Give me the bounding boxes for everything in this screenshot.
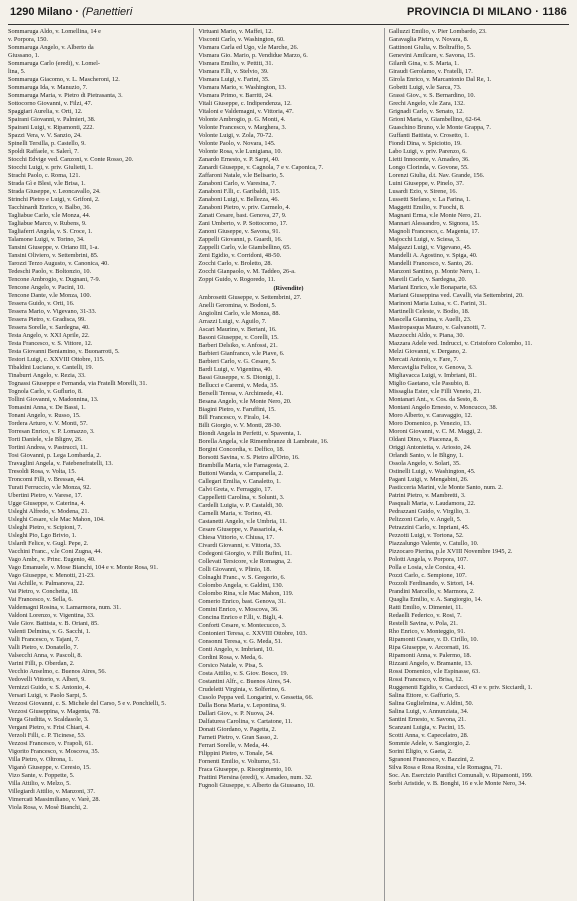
directory-entry: Borsotti Savina, v. S. Pietro all'Orto, 16.: [198, 454, 300, 461]
directory-entry: Stocchi Luigi, v. priv. Giulietti, 1.: [8, 164, 93, 171]
directory-entry: Prandini Marcello, v. Marmora, 2.: [388, 588, 475, 595]
directory-entry: Lorenzi Giulia, d.t. Nav. Grande, 156.: [388, 172, 485, 179]
directory-entry: Sommaruga Aldo, v. Lomellina, 14 e: [8, 28, 101, 35]
directory-entry: Tagliaferri Angela, v. S. Croce, 1.: [8, 228, 93, 235]
directory-entry: Barbieri Gianfranco, v.le Piave, 6.: [198, 350, 285, 357]
directory-entry: Tagliabue Marco, v. Rubens, 9.: [8, 220, 87, 227]
directory-entry: Cesare Giuseppe, v. Passariola, 4.: [198, 526, 284, 533]
directory-entry: Vigorito Francesco, v. Moscova, 35.: [8, 748, 100, 755]
directory-entry: Costa Attilio, v. S. Giov. Bosco, 19.: [198, 670, 289, 677]
directory-entry: Zanaboni Luigi, v. Bellezza, 46.: [198, 196, 280, 203]
directory-entry: Cusolo Peppa ved. Longarini, v. Gessetta, 66.: [198, 694, 314, 701]
directory-entry: Vismara Primo, v. Barriti, 24.: [198, 92, 273, 99]
directory-entry: Castanetti Angelo, v.le Umbria, 11.: [198, 518, 287, 525]
directory-entry: Pezzotti Luigi, v. Tortona, 52.: [388, 532, 464, 539]
directory-entry: Garavaglia Pietro, v. Novara, 8.: [388, 36, 469, 43]
directory-entry: Spinelli Tersilla, p. Castello, 9.: [8, 140, 86, 147]
directory-entry: Conti Angelo, v. Imbriani, 10.: [198, 646, 274, 653]
directory-entry: Ratti Emilio, v. Dimentei, 11.: [388, 604, 463, 611]
directory-entry: Tognola Carlo, v. Guflurio, 8.: [8, 388, 83, 395]
directory-entry: Pedrazzani Guido, v. Virgilio, 3.: [388, 508, 470, 515]
directory-entry: Vernizzi Guido, v. S. Antonio, 4.: [8, 684, 91, 691]
directory-entry: Colombo Rina, v.le Mac Mahon, 119.: [198, 590, 294, 597]
directory-entry: Vismara Carla ed Ugo, v.le Marche, 26.: [198, 44, 299, 51]
directory-entry: Salina Guglielmina, v. Aldini, 50.: [388, 700, 474, 707]
directory-entry: Barbieri Carlo, v. G. Cesare, 5.: [198, 358, 277, 365]
directory-entry: Mandelli A. Agostino, v. Spiga, 40.: [388, 252, 478, 259]
directory-entry: Majocchi Luigi, v. Sciesa, 3.: [388, 236, 461, 243]
directory-entry: Tessera Mario, v. Vigevano, 31-33.: [8, 308, 97, 315]
directory-entry: Crudeletti Virginia, v. Solferino, 6.: [198, 686, 286, 693]
directory-entry: Mercaviglia Felice, v. Genova, 3.: [388, 364, 473, 371]
directory-entry: Zocchi Gianpaolo, v. M. Taddeo, 26-a.: [198, 268, 296, 275]
directory-entry: Volonte Francesco, v. Marghera, 3.: [198, 124, 287, 131]
directory-entry: Spazzi Vera, v. V. Sanzio, 24.: [8, 132, 82, 139]
directory-entry: Torti Daniele, v.le Blignv, 26.: [8, 436, 83, 443]
directory-entry: Stocchi Edvige ved. Canzoni, v. Conte Rosso, 20.: [8, 156, 134, 163]
directory-entry: Zoppi Guido, v. Rogoredo, 11.: [198, 276, 276, 283]
directory-entry: Turati Ferruccio, v.le Monza, 92.: [8, 484, 91, 491]
directory-entry: Colnaghi Franc., v. S. Gregorio, 6.: [198, 574, 286, 581]
directory-entry: Testa Francesco, v. S. Vittore, 12.: [8, 340, 93, 347]
directory-entry: Vitali Giuseppe, c. Indipendenza, 12.: [198, 100, 292, 107]
directory-entry: Basoni Giuseppe, v. Corelli, 15.: [198, 334, 279, 341]
directory-entry: Moro Domenico, p. Venezio, 13.: [388, 420, 472, 427]
directory-entry: Verga Giuditta, v. Scaldasole, 3.: [8, 716, 89, 723]
directory-entry: Travaglini Angela, v. Fatebenefratelli, 13.: [8, 460, 113, 467]
directory-entry: Mariani Enrico, v.le Bonaparte, 63.: [388, 284, 478, 291]
directory-entry: Civardi Giovanni, v. Vittoria, 33.: [198, 542, 282, 549]
directory-entry: Polla e Losia, v.le Corsica, 41.: [388, 564, 466, 571]
directory-entry: Comini Enrico, v. Moscova, 36.: [198, 606, 279, 613]
directory-entry: Vezzosi Francesco, v. Frapoli, 61.: [8, 740, 93, 747]
directory-entry: Zani Umberto, v. P. Sottocorno, 17.: [198, 220, 288, 227]
directory-entry: Tordera Arturo, v. V. Monti, 57.: [8, 420, 88, 427]
directory-entry: Sorbi Aristide, v. B. Bonghi, 16 e v.le Monte Nero, 34.: [388, 780, 527, 787]
directory-entry: Vismara Luigi, v. Farini, 35.: [198, 76, 270, 83]
directory-entry: Biagini Pietro, v. Faruffini, 15.: [198, 406, 276, 413]
directory-entry: Valli Pietro, v. Donatello, 7.: [8, 644, 79, 651]
directory-entry: Sommie Adele, v. Sangiorgio, 2.: [388, 740, 471, 747]
directory-entry: Vizo Sante, v. Foppette, 5.: [8, 772, 75, 779]
directory-entry: Pasticceria Marini, v.le Monte Santo, num. 2.: [388, 484, 503, 491]
directory-entry: Mastropasqua Mauro, v. Galvanotti, 7.: [388, 324, 486, 331]
directory-entry: Sommaruga Giacomo, v. L. Mascheroni, 12.: [8, 76, 120, 83]
directory-entry: Sorini Eligio, v. Gaeta, 2.: [388, 748, 453, 755]
directory-entry: Strada Giuseppe, v. Leoncavallo, 24.: [8, 188, 101, 195]
directory-entry: Talamone Luigi, v. Torino, 34.: [8, 236, 85, 243]
directory-entry: Vezzosi Giovanni, c. S. Michele del Carso, 5 e v. Ponchielli, 5.: [8, 700, 167, 707]
directory-entry: Sommaruga Maria, v. Pietro di Pietrasanta, 3.: [8, 92, 123, 99]
directory-entry: Magnani Erma, v.le Monte Nero, 21.: [388, 212, 482, 219]
directory-entry: Ripamonti Anna, v. Palermo, 18.: [388, 652, 472, 659]
directory-entry: Farneti Pietro, v. Gran Sasso, 2.: [198, 734, 279, 741]
directory-entry: Filippini Pietro, v. Tonale, 54.: [198, 750, 274, 757]
directory-entry: Genevini Amilcare, v. Savona, 15.: [388, 52, 475, 59]
directory-entry: Grioni Maria, v. Giambellino, 62-64.: [388, 116, 482, 123]
directory-entry: Collevati Tersicore, v.le Romagna, 2.: [198, 558, 292, 565]
directory-entry: Torresan Enrico, v. P. Lomazzo, 3.: [8, 428, 95, 435]
directory-entry: Petrazzini Carlo, v. Inpriani, 45.: [388, 524, 470, 531]
directory-entry: Tessera Sorelle, v. Sardegna, 40.: [8, 324, 90, 331]
directory-entry: Sommaruga Angelo, v. Alberto da: [8, 44, 94, 51]
directory-entry: Zanati Cesare, bast. Genova, 27, 9.: [198, 212, 287, 219]
directory-entry: Bassi Giuseppe, v. S. Dionigi, 1.: [198, 374, 281, 381]
directory-entry: Longo Clorinda, v. Govone, 55.: [388, 164, 469, 171]
directory-entry: Gattinoni Giulia, v. Boltraffio, 5.: [388, 44, 472, 51]
directory-entry: Anelli Geromina, v. Bodoni, 5.: [198, 302, 277, 309]
directory-entry: Spoldi Raffaele, v. Salerì, 7.: [8, 148, 79, 155]
directory-entry: Tessera Pietro, v. Gradisca, 99.: [8, 316, 86, 323]
directory-entry: Varini Filli, p. Oberdan, 2.: [8, 660, 75, 667]
directory-entry: Ostinelli Luigi, v. Washington, 45.: [388, 468, 476, 475]
directory-entry: Galluzzi Emilio, v. Pier Lombardo, 23.: [388, 28, 487, 35]
directory-entry: Sgranoni Francesco, v. Bazzini, 2.: [388, 756, 475, 763]
directory-entry: Besana Angelo, v.le Monte Nero, 20.: [198, 398, 292, 405]
directory-entry: Volonte Paolo, v. Novara, 145.: [198, 140, 276, 147]
directory-entry: Usleghi Pietro, v. Scipioni, 7.: [8, 524, 83, 531]
directory-entry: Tacchinardi Enrico, v. Balbo, 36.: [8, 204, 92, 211]
directory-entry: Orlandi Santo, v. le Bligny, 1.: [388, 452, 464, 459]
directory-entry: Lusardi Ezio, v. Sirene, 16.: [388, 188, 458, 195]
columns: [8, 28, 569, 901]
directory-entry: Conforti Cesare, v. Montecucco, 3.: [198, 622, 287, 629]
directory-entry: Tollini Giovanni, v. Madonnina, 13.: [8, 396, 99, 403]
directory-entry: Gilardi Gina, v. S. Marta, 1.: [388, 60, 459, 67]
directory-entry: Mascella Giannina, v. Auelli, 23.: [388, 316, 472, 323]
directory-entry: Viola Rosa, v. Mosè Bianchi, 2.: [8, 804, 88, 811]
directory-entry: Colli Giovanni, v. Plinio, 18.: [198, 566, 272, 573]
directory-entry: Vai Achille, v. Palmanova, 22.: [8, 580, 85, 587]
directory-entry: Valdoni Lorenzo, v. Vigentina, 33.: [8, 612, 95, 619]
directory-entry: Restelli Savina, v. Pola, 21.: [388, 620, 458, 627]
directory-entry: Vimercati Massimiliano, v. Varè, 28.: [8, 796, 101, 803]
directory-entry: Vacchini Franc., v.le Coni Zugna, 44.: [8, 548, 103, 555]
directory-entry: Valdemagni Rosina, v. Lamarmora, num. 31.: [8, 604, 121, 611]
directory-entry: Pagani Luigi, v. Mengabini, 26.: [388, 476, 469, 483]
directory-entry: Mareili Carlo, v. Sardegna, 20.: [388, 276, 467, 283]
directory-entry: Labo Luigi, v. priv. Parenzo, 6.: [388, 148, 467, 155]
directory-entry: Verzoli Filli, c. P. Ticinese, 53.: [8, 732, 86, 739]
directory-entry: Malgazzi Luigi, v. Vigevano, 45.: [388, 244, 472, 251]
directory-entry: Vismara F.lli, v. Stelvio, 39.: [198, 68, 269, 75]
directory-entry: Buttoni Wanda, v. Campanella, 2.: [198, 470, 283, 477]
directory-entry: Fiondi Dina, v. Spiciotto, 19.: [388, 140, 462, 147]
directory-entry: Miglio Gaetano, v.le Pasubio, 8.: [388, 380, 470, 387]
directory-entry: Tibaldini Luciano, v. Cantelli, 19.: [8, 364, 94, 371]
directory-entry: Testa Giovanni Beniamino, v. Buonarroti, 5.: [8, 348, 120, 355]
directory-entry: Spairani Giovanni, v. Palmieri, 38.: [8, 116, 96, 123]
directory-entry: Tedeschi Paolo, v. Boltonzio, 10.: [8, 268, 92, 275]
directory-entry: Soc. An. Esercizio Panifici Comunali, v. Ripamonti, 199.: [388, 772, 533, 779]
directory-entry: Mariani Giuseppina ved. Cavalli, via Settembrini, 20.: [388, 292, 524, 299]
directory-entry: Zeni Egidio, v. Corridoni, 48-50.: [198, 252, 282, 259]
directory-entry: Ambrosetti Giuseppe, v. Settembrini, 27.: [198, 294, 302, 301]
directory-entry: Ossola Angelo, v. Solari, 35.: [388, 460, 461, 467]
directory-entry: Guaschino Bruno, v.le Monte Grappa, 7.: [388, 124, 491, 131]
column-3: [384, 28, 569, 901]
directory-entry: Usleghi Cesare, v.le Mac Mahon, 104.: [8, 516, 105, 523]
directory-entry: Sottocorno Giovanni, v. Filzi, 47.: [8, 100, 93, 107]
directory-entry: Scanzani Luigia, v. Pacini, 15.: [388, 724, 466, 731]
directory-entry: Zanaboni Pietro, v. priv. Carmelo, 4.: [198, 204, 291, 211]
directory-entry: Mazzocchi Aldo, v. Piana, 30.: [388, 332, 465, 339]
directory-entry: Zanoni Giuseppe, v. Savona, 91.: [198, 228, 281, 235]
directory-entry: Vismara Gio. Mario, p. Vendidue Marzo, 6.: [198, 52, 308, 59]
directory-entry: Fugnoli Giuseppe, v. Alberto da Giussano, 10.: [198, 782, 315, 789]
directory-entry: Vai Francesco, v. Sella, 6.: [8, 596, 73, 603]
directory-entry: Missaglia Ester, v.le Filli Veneto, 21.: [388, 388, 482, 395]
directory-entry: Giraudi Gerolamo, v. Fratelli, 17.: [388, 68, 473, 75]
directory-entry: Visconti Carlo, v. Washington, 60.: [198, 36, 285, 43]
directory-entry: Tomasini Anna, v. De Bassi, 1.: [8, 404, 86, 411]
directory-entry: Pozzi Carlo, c. Sempione, 107.: [388, 572, 467, 579]
directory-entry: Usleghi Alfredo, v. Modena, 21.: [8, 508, 90, 515]
directory-entry: Tencone Angelo, v. Pacini, 10.: [8, 284, 85, 291]
directory-entry: Vezzosi Giuseppina, v. Magenta, 78.: [8, 708, 100, 715]
directory-entry: Uslardi Felice, v. Gugl. Pepe, 2.: [8, 540, 89, 547]
directory-entry: Vismara Emilio, v. Pettiti, 31.: [198, 60, 274, 67]
directory-entry: Borgini Concordia, v. Delfico, 18.: [198, 446, 285, 453]
directory-entry: Guffanti Battista, v. Crosetto, 1.: [388, 132, 469, 139]
directory-entry: Pizzocaro Pierina, p.le XVIII Novembre 1945, 2.: [388, 548, 513, 555]
directory-entry: Fraca Giuseppe, p. Risorgimento, 10.: [198, 766, 293, 773]
directory-entry: Salina Luigi, v. Annunziata, 34.: [388, 708, 469, 715]
header-page-city: 1290 Milano ·: [10, 6, 83, 18]
directory-entry: Zanardi Giuseppe, v. Cagnola, 7 e v. Caponica, 7.: [198, 164, 324, 171]
directory-entry: Tencone Ambrogio, v. Dugnani, 7-9.: [8, 276, 101, 283]
directory-entry: Moro Alberto, v. Caravaggio, 12.: [388, 412, 473, 419]
directory-entry: Tansini Giuseppe, v. Oriano III, 1-a.: [8, 244, 99, 251]
directory-entry: Luini Giuseppe, v. Pinelo, 37.: [388, 180, 464, 187]
directory-entry: Polotti Angela, v. Porpora, 107.: [388, 556, 469, 563]
section-subheading: (Rivendite): [273, 285, 304, 292]
directory-entry: Tonani Angelo, v. Russo, 15.: [8, 412, 81, 419]
directory-entry: Borella Angela, v.le Rimembranze di Lambrate, 16.: [198, 438, 329, 445]
directory-entry: Usleghi Pio, Lgo Brivio, 1.: [8, 532, 77, 539]
directory-entry: Vedovelli Vittorio, v. Alberi, 9.: [8, 676, 86, 683]
directory-entry: Vai Pietro, v. Conchetta, 18.: [8, 588, 79, 595]
directory-entry: Barberi Delsiko, v. Anfossi, 21.: [198, 342, 278, 349]
directory-entry: Rho Enrico, v. Monteggio, 91.: [388, 628, 466, 635]
directory-entry: Biondi Angela in Perfetti, v. Spaventa, 1.: [198, 430, 302, 437]
directory-entry: Comerio Enrico, bast. Genova, 31.: [198, 598, 286, 605]
directory-entry: Martinelli Celeste, v. Bodio, 18.: [388, 308, 470, 315]
directory-entry: Quaglia Emilio, v. A. Sangiorgio, 14.: [388, 596, 483, 603]
directory-entry: Strada Gì e Blesi, v.le Brisa, 1.: [8, 180, 86, 187]
column-2: [193, 28, 378, 901]
directory-entry: Manzoni Santino, p. Monte Nero, 1.: [388, 268, 480, 275]
directory-entry: Mandelli Francesco, v. Santo, 26.: [388, 260, 473, 267]
directory-entry: Brambilla Maria, v.le Famagosta, 2.: [198, 462, 289, 469]
directory-entry: Contonieri Teresa, c. XXVIII Ottobre, 103.: [198, 630, 308, 637]
directory-entry: Strinchi Pietro e Luigi, v. Grifoni, 2.: [8, 196, 100, 203]
directory-entry: Tosi Giovanni, p. Lega Lombarda, 2.: [8, 452, 102, 459]
directory-entry: Vale Giov. Battista, v. B. Oriani, 85.: [8, 620, 99, 627]
directory-entry: Magnoli Francesco, c. Magenta, 17.: [388, 228, 480, 235]
directory-entry: Frattini Piersina (eredi), v. Amadeo, num. 32.: [198, 774, 313, 781]
directory-entry: Giussano, 1.: [8, 52, 40, 59]
directory-entry: Volonte Ambrogio, p. G. Monti, 4.: [198, 116, 286, 123]
directory-entry: Tagliabue Carlo, v.le Monza, 44.: [8, 212, 91, 219]
directory-entry: Sommaruga Carlo (eredi), v. Lomel-: [8, 60, 100, 67]
directory-entry: Rossi Domenico, v.le Espinasse, 63.: [388, 668, 480, 675]
directory-entry: Ascari Maurino, v. Bertani, 16.: [198, 326, 277, 333]
directory-entry: Grignadi Carlo, v. Senato, 12.: [388, 108, 464, 115]
directory-entry: Vergani Pietro, v. Frisi Chiari, 4.: [8, 724, 90, 731]
directory-entry: Berselli Teresa, v. Archimede, 41.: [198, 390, 284, 397]
directory-entry: Tortini Andrea, v. Pastrucci, 11.: [8, 444, 88, 451]
directory-entry: Corsico Natale, v. Pisa, 5.: [198, 662, 264, 669]
directory-entry: Versari Luigi, v. Paolo Sarpi, 5.: [8, 692, 88, 699]
directory-entry: Piazzalungo Valente, v. Catullo, 10.: [388, 540, 479, 547]
directory-entry: Spaggiari Aurelia, v. Orti, 12.: [8, 108, 83, 115]
directory-entry: Tognassi Giuseppe e Fernanda, via Fratelli Morelli, 31.: [8, 380, 148, 387]
directory-entry: Mannari Alessandro, v. Signora, 15.: [388, 220, 480, 227]
directory-entry: Bellucci e Caremi, v. Meda, 35.: [198, 382, 279, 389]
directory-entry: Pozzoli Ferdinando, v. Sirtori, 14.: [388, 580, 474, 587]
directory-entry: Scotti Anna, v. Capecelatro, 28.: [388, 732, 469, 739]
directory-entry: Virtuani Mario, v. Maffei, 12.: [198, 28, 273, 35]
directory-entry: Viganò Giuseppe, v. Ceresio, 15.: [8, 764, 91, 771]
directory-entry: Girola Enrico, v. Marcantonio Dal Re, 1.: [388, 76, 492, 83]
directory-entry: Gobetti Luigi, v.le Sarca, 73.: [388, 84, 462, 91]
directory-entry: Zanardo Ernesto, v. P. Sarpi, 40.: [198, 156, 280, 163]
directory-entry: Cappelletti Carolina, v. Solunti, 3.: [198, 494, 285, 501]
directory-entry: Salina Ettore, v. Gaffurio, 5.: [388, 692, 460, 699]
directory-entry: Lietti Innocente, v. Amadeo, 36.: [388, 156, 470, 163]
directory-entry: Zocchi Carlo, v. Broletto, 28.: [198, 260, 273, 267]
directory-entry: Tansini Oliviero, v. Settembrini, 85.: [8, 252, 99, 259]
directory-entry: Patrini Pietro, v. Mambretti, 3.: [388, 492, 466, 499]
directory-entry: Angiolini Carlo, v.le Monza, 88.: [198, 310, 281, 317]
directory-entry: Ruggenenti Egidio, v. Carducci, 43 e v. priv. Sicciardi, 1.: [388, 684, 533, 691]
directory-entry: Ugge Giuseppe, v. Caterina, 4.: [8, 500, 86, 507]
directory-entry: Tencone Dante, v.le Monza, 100.: [8, 292, 92, 299]
directory-entry: Vago Ambr., v. Princ. Eugenio, 40.: [8, 556, 96, 563]
directory-entry: lina, 5.: [8, 68, 26, 75]
directory-entry: Oldani Dino, v. Piacenza, 8.: [388, 436, 460, 443]
directory-entry: Tarozzi Terzo Augusto, v. Canonica, 40.: [8, 260, 109, 267]
directory-entry: Dalla Bona Maria, v. Lepontina, 9.: [198, 702, 286, 709]
directory-entry: Concina Enrico e F.lli, v. Bigli, 4.: [198, 614, 283, 621]
directory-entry: Marinoni Maria Luisa, v. C. Farini, 31.: [388, 300, 487, 307]
header-category: (Panettieri: [82, 6, 133, 18]
directory-entry: Vecchio Anselmo, c. Buenos Aires, 56.: [8, 668, 107, 675]
directory-entry: Dalfaturea Carolina, v. Cartatone, 11.: [198, 718, 293, 725]
directory-entry: Vago Emanuele, v. Mose Bianchi, 104 e v. Monte Rosa, 91.: [8, 564, 158, 571]
directory-entry: Rizzani Angelo, v. Bramante, 13.: [388, 660, 473, 667]
directory-entry: Maggetti Emilio, v. Fuochi, 8.: [388, 204, 465, 211]
directory-entry: Zaffaroni Natale, v.le Belisario, 5.: [198, 172, 285, 179]
directory-entry: Cordini Rosa, v. Meda, 6.: [198, 654, 263, 661]
directory-entry: Grechi Angelo, v.le Zara, 132.: [388, 100, 465, 107]
directory-entry: Zappelli Carlo, v.le Giambellino, 65.: [198, 244, 291, 251]
directory-entry: Villegiardi Attilio, v. Manzoni, 37.: [8, 788, 96, 795]
directory-entry: Villa Pietro, v. Oltrona, 1.: [8, 756, 73, 763]
directory-entry: Mercati Antonio, v. Fare, 7.: [388, 356, 459, 363]
directory-entry: Zanaboni F.lli, c. Garibaldi, 115.: [198, 188, 281, 195]
directory-entry: Ripamonti Cesare, v. D. Cirillo, 10.: [388, 636, 479, 643]
directory-entry: Grassi Giov., v. S. Bernardino, 10.: [388, 92, 476, 99]
directory-entry: Tresoldi Rosa, v. Volta, 15.: [8, 468, 77, 475]
directory-entry: Pasquali Maria, v. Laudamora, 22.: [388, 500, 476, 507]
directory-entry: Villa Attilio, v. Melzo, 5.: [8, 780, 71, 787]
directory-entry: Cardelli Luigia, v. P. Castaldi, 30.: [198, 502, 284, 509]
directory-entry: v. Porpora, 150.: [8, 36, 48, 43]
directory-entry: Vismara Mario, v. Washington, 13.: [198, 84, 287, 91]
directory-entry: Testa Angelo, v. XXI Aprile, 22.: [8, 332, 90, 339]
directory-entry: Migliavacca Luigi, v. Imbriani, 81.: [388, 372, 477, 379]
directory-entry: Vitaloni e Valdemagni, v. Vittoria, 47.: [198, 108, 294, 115]
directory-entry: Melzi Giovanni, v. Dergano, 2.: [388, 348, 467, 355]
directory-entry: Moroni Giovanni, v. C. M. Maggi, 2.: [388, 428, 482, 435]
directory-entry: Donati Giordano, v. Pagetta, 2.: [198, 726, 277, 733]
directory-entry: Bardi Luigi, v. Vigentina, 40.: [198, 366, 272, 373]
directory-entry: Volonte Luigi, v. Zola, 70-72.: [198, 132, 274, 139]
directory-entry: Chiesa Vittorio, v. Chiusa, 17.: [198, 534, 275, 541]
column-1: [8, 28, 188, 901]
directory-entry: Callegari Emilia, v. Canaletto, 1.: [198, 478, 281, 485]
directory-entry: Carnelli Maria, v. Torino, 43.: [198, 510, 272, 517]
directory-entry: Vago Giuseppe, v. Menotti, 21-23.: [8, 572, 95, 579]
directory-entry: Tinaburri Angelo, v. Rezia, 33.: [8, 372, 86, 379]
directory-entry: Valli Francesco, v. Tajani, 7.: [8, 636, 80, 643]
header-left: [10, 6, 132, 18]
directory-entry: Codegoni Giorgio, v. Filli Bufini, 11.: [198, 550, 292, 557]
directory-entry: Arrazzi Luigi, v. Aguilo, 7.: [198, 318, 267, 325]
directory-entry: Fornenti Emilio, v. Volturno, 51.: [198, 758, 281, 765]
directory-entry: Ripa Giuseppe, v. Arcornati, 16.: [388, 644, 470, 651]
directory-entry: Montanari Ant., v. Cos. da Sesto, 8.: [388, 396, 479, 403]
directory-entry: Tessera Guido, v. Orti, 16.: [8, 300, 75, 307]
directory-entry: Calvi Greta, v. Ferraggio, 17.: [198, 486, 273, 493]
directory-entry: Rossi Francesco, v. Brisa, 12.: [388, 676, 464, 683]
directory-entry: Troncomi Filli, v. Bressan, 44.: [8, 476, 85, 483]
directory-entry: Mazzara Adele ved. Indrucci, v. Cristoforo Colombo, 11.: [388, 340, 533, 347]
directory-entry: Bill Francesco, v. Firalo, 14.: [198, 414, 270, 421]
directory-entry: Zanaboni Carlo, v. Varesina, 7.: [198, 180, 277, 187]
header-right: PROVINCIA DI MILANO · 1186: [406, 6, 567, 18]
directory-entry: Zappelli Giovanni, p. Guardi, 16.: [198, 236, 283, 243]
directory-entry: Colombo Angela, v. Galdini, 130.: [198, 582, 284, 589]
directory-entry: Pelizzoni Carlo, v. Angeli, 5.: [388, 516, 462, 523]
directory-entry: Santini Ernesto, v. Savona, 21.: [388, 716, 466, 723]
directory-entry: Spairani Luigi, v. Ripamonti, 222.: [8, 124, 94, 131]
page-header: [8, 6, 569, 25]
directory-entry: Valsecchi Anna, v. Pascoli, 8.: [8, 652, 83, 659]
directory-entry: Dallari Giov., v. P. Nuova, 24.: [198, 710, 274, 717]
directory-entry: Volonte Rosa, v.le Lunigiana, 10.: [198, 148, 283, 155]
directory-entry: Origgi Antonietta, v. Ariosto, 24.: [388, 444, 472, 451]
directory-entry: Valenti Delmina, v. G. Sacchi, 1.: [8, 628, 91, 635]
directory-entry: Sommaruga Ida, v. Manuzio, 7.: [8, 84, 88, 91]
directory-entry: Silva Rosa e Rosa Rosina, v.le Romagna, 71.: [388, 764, 503, 771]
directory-entry: Ferrari Sorelle, v. Meda, 44.: [198, 742, 270, 749]
directory-entry: Montani Angelo Ernesto, v. Moncucco, 38.: [388, 404, 498, 411]
directory-entry: Redaelli Federico, v. Rosi, 7.: [388, 612, 462, 619]
directory-entry: Consonni Teresa, v. G. Meda, 51.: [198, 638, 283, 645]
directory-entry: Ubertini Pietro, v. Varese, 17.: [8, 492, 83, 499]
directory-entry: Billi Giorgio, v. V. Monti, 28-30.: [198, 422, 282, 429]
directory-entry: Testori Luigi, c. XXVIII Ottobre, 115.: [8, 356, 105, 363]
directory-entry: Strachi Paolo, c. Roma, 121.: [8, 172, 81, 179]
directory-entry: Costantini Alfr., c. Buenos Aires, 54.: [198, 678, 292, 685]
directory-entry: Lussetti Stefano, v. La Farina, 1.: [388, 196, 471, 203]
